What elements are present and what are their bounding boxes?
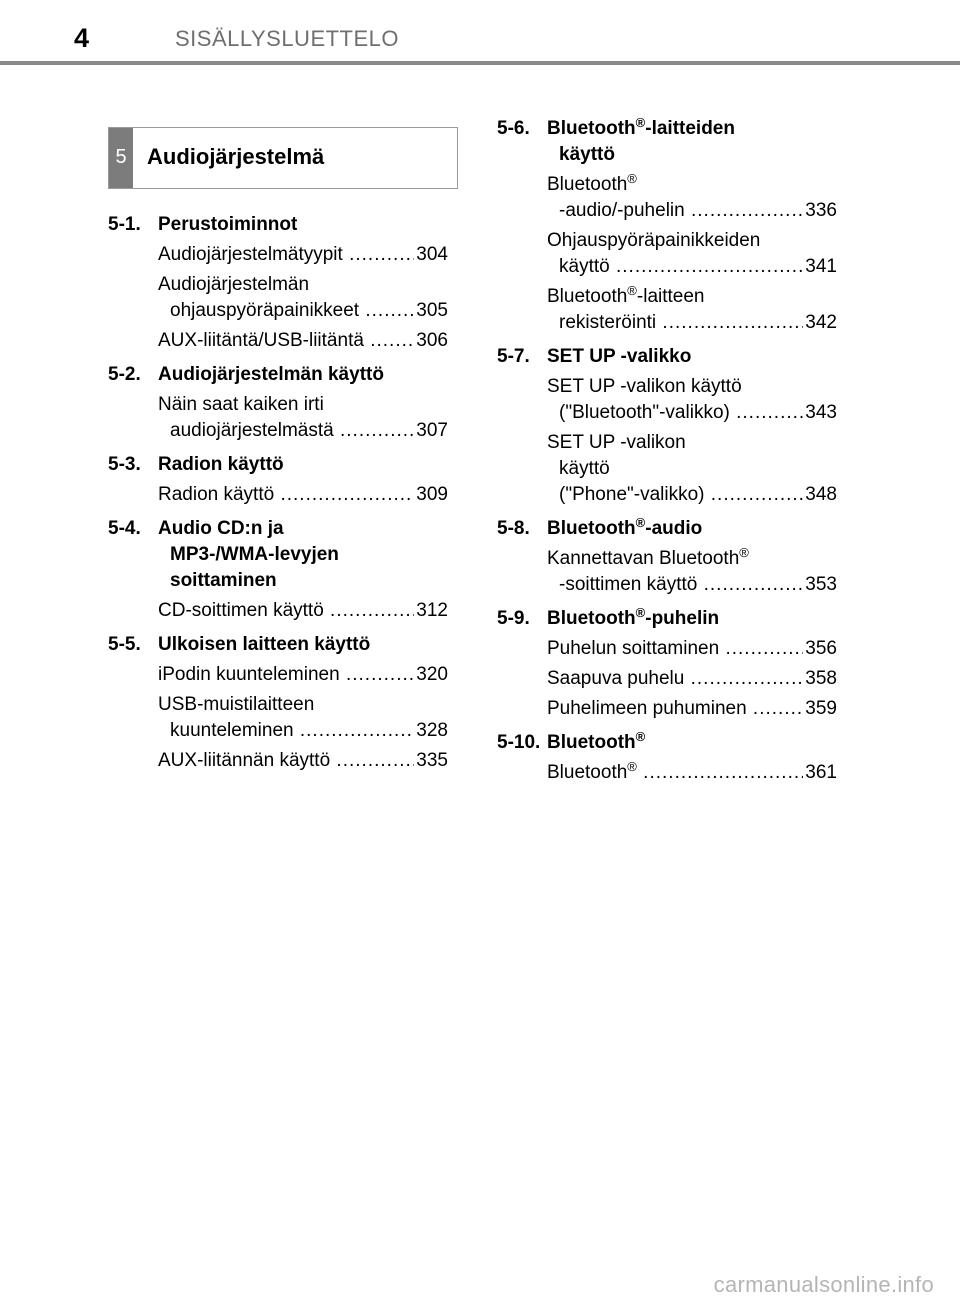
entry-title-cont: -audio/-puhelin [559, 200, 685, 221]
entry-title: Radion käyttö [158, 484, 275, 505]
entry-page: 312 [416, 600, 448, 621]
toc-entry[interactable] [497, 666, 837, 692]
entry-title: Kannettavan Bluetooth® [547, 546, 749, 569]
section-heading [108, 127, 458, 189]
toc-entry[interactable] [108, 392, 448, 444]
chapter-title: Bluetooth®-puhelin [547, 605, 720, 629]
page-header-title: SISÄLLYSLUETTELO [175, 26, 400, 51]
toc-entry[interactable] [108, 692, 448, 744]
entry-page: 341 [805, 256, 837, 277]
entry-title-cont: kuunteleminen [170, 720, 294, 741]
entry-title: USB-muistilaitteen [158, 694, 315, 715]
entry-page: 348 [805, 484, 837, 505]
toc-chapter-5-2[interactable] [108, 362, 448, 388]
toc-entry[interactable] [497, 636, 837, 662]
chapter-number: 5-10. [497, 732, 541, 753]
entry-page: 359 [805, 698, 837, 719]
toc-entry[interactable] [108, 598, 448, 624]
toc-entry[interactable] [497, 172, 837, 224]
entry-page: 305 [416, 300, 448, 321]
toc-entry[interactable] [497, 546, 837, 598]
entry-page: 320 [416, 664, 448, 685]
entry-title: AUX-liitäntä/USB-liitäntä [158, 330, 364, 351]
entry-title: iPodin kuunteleminen [158, 664, 340, 685]
chapter-title: Ulkoisen laitteen käyttö [158, 634, 371, 655]
entry-title-cont: käyttö [559, 256, 610, 277]
toc-entry[interactable] [497, 696, 837, 722]
entry-title-cont: -soittimen käyttö [559, 574, 698, 595]
entry-page: 304 [416, 244, 448, 265]
entry-title: Audiojärjestelmätyypit [158, 244, 343, 265]
entry-page: 361 [805, 762, 837, 783]
chapter-number: 5-4. [108, 518, 141, 539]
entry-page: 328 [416, 720, 448, 741]
toc-left-column [108, 212, 448, 774]
toc-entry[interactable] [497, 374, 837, 426]
chapter-number: 5-8. [497, 518, 530, 539]
toc-entry[interactable] [497, 430, 837, 508]
chapter-number: 5-1. [108, 214, 141, 235]
section-title: Audiojärjestelmä [147, 144, 325, 169]
toc-chapter-5-9[interactable] [497, 606, 837, 632]
entry-title: Bluetooth®-laitteen [547, 284, 705, 307]
entry-title: Puhelun soittaminen [547, 638, 720, 659]
entry-title: SET UP -valikon [547, 432, 686, 453]
chapter-title: Perustoiminnot [158, 214, 298, 235]
entry-title: Ohjauspyöräpainikkeiden [547, 230, 761, 251]
entry-page: 306 [416, 330, 448, 351]
entry-title: Audiojärjestelmän [158, 274, 310, 295]
entry-title-cont: rekisteröinti [559, 312, 657, 333]
entry-title-cont: käyttö [559, 458, 610, 479]
toc-chapter-5-7[interactable] [497, 344, 837, 370]
toc-entry[interactable] [108, 272, 448, 324]
chapter-title: Bluetooth®-laitteiden käyttö [547, 115, 735, 165]
entry-title: CD-soittimen käyttö [158, 600, 324, 621]
chapter-number: 5-7. [497, 346, 530, 367]
entry-page: 356 [805, 638, 837, 659]
entry-title: Näin saat kaiken irti [158, 394, 324, 415]
entry-title-cont: audiojärjestelmästä [170, 420, 334, 441]
entry-title-cont: ohjauspyöräpainikkeet [170, 300, 360, 321]
toc-chapter-5-4[interactable] [108, 516, 448, 594]
entry-title: AUX-liitännän käyttö [158, 750, 331, 771]
entry-page: 309 [416, 484, 448, 505]
entry-page: 353 [805, 574, 837, 595]
chapter-number: 5-9. [497, 608, 530, 629]
entry-title-cont: ("Bluetooth"-valikko) [559, 402, 730, 423]
toc-chapter-5-8[interactable] [497, 516, 837, 542]
entry-page: 335 [416, 750, 448, 771]
toc-entry[interactable] [108, 482, 448, 508]
toc-entry[interactable] [108, 242, 448, 268]
toc-entry[interactable] [497, 760, 837, 786]
entry-title-cont: ("Phone"-valikko) [559, 484, 705, 505]
chapter-title: Radion käyttö [158, 454, 284, 475]
toc-entry[interactable] [497, 228, 837, 280]
chapter-title: Audio CD:n ja MP3-/WMA-levyjen soittaminen [158, 518, 339, 591]
entry-title: SET UP -valikon käyttö [547, 376, 742, 397]
watermark: carmanualsonline.info [713, 1272, 934, 1297]
chapter-number: 5-5. [108, 634, 141, 655]
entry-page: 336 [805, 200, 837, 221]
page-number: 4 [74, 23, 90, 53]
toc-right-column [497, 116, 837, 786]
entry-page: 307 [416, 420, 448, 441]
chapter-number: 5-2. [108, 364, 141, 385]
toc-chapter-5-6[interactable] [497, 116, 837, 168]
header-rule [0, 61, 960, 65]
toc-chapter-5-3[interactable] [108, 452, 448, 478]
toc-chapter-5-10[interactable] [497, 730, 837, 756]
entry-title: Bluetooth® [547, 760, 637, 783]
entry-page: 342 [805, 312, 837, 333]
entry-page: 358 [805, 668, 837, 689]
chapter-title: Audiojärjestelmän käyttö [158, 364, 384, 385]
section-number-tab: 5 [109, 128, 133, 188]
chapter-number: 5-6. [497, 118, 530, 139]
toc-entry[interactable] [497, 284, 837, 336]
entry-page: 343 [805, 402, 837, 423]
toc-entry[interactable] [108, 748, 448, 774]
toc-entry[interactable] [108, 328, 448, 354]
chapter-title: Bluetooth®-audio [547, 515, 703, 539]
toc-entry[interactable] [108, 662, 448, 688]
entry-title: Saapuva puhelu [547, 668, 685, 689]
chapter-title: SET UP -valikko [547, 346, 692, 367]
entry-title: Bluetooth® [547, 172, 637, 195]
entry-title: Puhelimeen puhuminen [547, 698, 747, 719]
chapter-title: Bluetooth® [547, 729, 646, 753]
chapter-number: 5-3. [108, 454, 141, 475]
toc-chapter-5-1[interactable] [108, 212, 448, 238]
toc-chapter-5-5[interactable] [108, 632, 448, 658]
